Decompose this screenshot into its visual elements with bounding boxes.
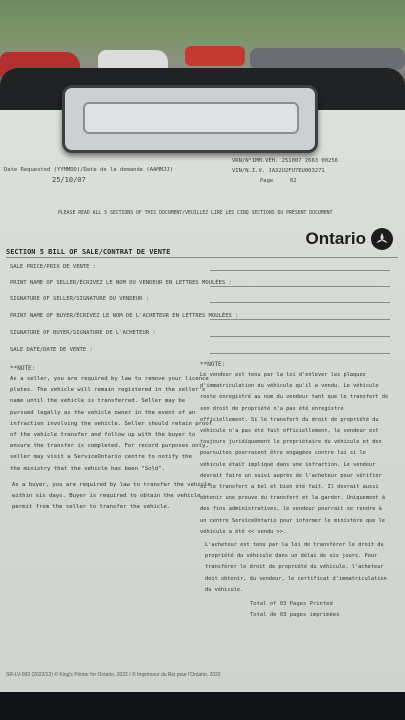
note-fr-heading: **NOTE:: [200, 361, 226, 368]
clipboard-clip: [62, 85, 318, 153]
seller-name-line: [210, 286, 390, 287]
page-number: 02: [290, 178, 297, 184]
sale-date-label: SALE DATE/DATE DE VENTE :: [10, 347, 93, 353]
total-pages-en: Total of 03 Pages Printed: [250, 601, 333, 607]
buyer-signature-line: [210, 336, 390, 337]
clipboard-bottom: [0, 692, 405, 720]
page-label: Page: [260, 178, 274, 184]
buyer-signature-label: SIGNATURE OF BUYER/SIGNATURE DE L'ACHETEUR :: [10, 330, 156, 336]
buyer-name-line: [210, 319, 390, 320]
note-fr-buyer-paragraph: L'acheteur est tenu par la loi de transférer le droit du propriété du véhicule dans un délai de six jours. Pour transférer le droit de propriété du véhicule, l'acheteur doit obtenir, du vendeur, le certificat d'immatriculation du véhicule.: [205, 542, 387, 593]
buyer-name-label: PRINT NAME OF BUYER/ÉCRIVEZ LE NOM DE L'ACHETEUR EN LETTRES MOULÉES :: [10, 313, 239, 319]
vrn-number: VRN/N°IMM.VÉH. 251007 2663 00256: [232, 158, 338, 164]
section-title: SECTION 5 BILL OF SALE/CONTRAT DE VENTE: [6, 248, 171, 256]
sale-date-line: [210, 353, 390, 354]
sale-price-label: SALE PRICE/PRIX DE VENTE :: [10, 264, 97, 270]
read-all-sections-notice: PLEASE READ ALL 5 SECTIONS OF THIS DOCUMENT/VEUILLEZ LIRE LES CINQ SECTIONS DU PRÉSENT DOCUMENT: [58, 211, 333, 216]
total-pages-fr: Total de 03 pages imprimées: [250, 612, 340, 618]
background-car-grey: [250, 48, 405, 70]
copyright-footer: SR-LV-003 (2022/12) © King's Printer for Ontario, 2022 / © Imprimeur du Roi pour l'Ontario, 2022: [6, 672, 221, 678]
vin-number: VIN/N.I.V. JA32U2FU7EU003271: [232, 168, 325, 174]
seller-signature-line: [210, 302, 390, 303]
date-requested-value: 25/10/07: [52, 176, 86, 184]
note-en-seller-paragraph: As a seller, you are required by law to remove your licence plates. The vehicle will remain registered in the seller's name until the vehicle is transferred. Seller may be pursued legally as the vehicle owner in the event of an infraction involving the vehicle. Seller should retain proof of the vehicle transfer and follow up with the buyer to ensure the transfer is completed. For record purposes only, seller may visit a ServiceOntario centre to notify the the ministry that the vehicle has been "Sold".: [10, 376, 213, 472]
background-car-red-far: [185, 46, 245, 66]
sale-price-line: [210, 270, 390, 271]
ontario-logo: Ontario: [306, 228, 393, 250]
note-en-heading: **NOTE:: [10, 365, 36, 372]
note-en-buyer-paragraph: As a buyer, you are required by law to transfer the vehicle within six days. Buyer is required to obtain the vehicle permit from the seller to transfer the vehicle.: [12, 482, 211, 511]
note-fr-seller-paragraph: Le vendeur est tenu par la loi d'enlever les plaques d'immatriculation du véhicule qu'il a vendu. Le véhicule reste enregistré au nom du vendeur tant que le transfert de son droit de propriété n'a pas été enregistré officiellement. Si le transfert du droit de propriété du véhicule n'a pas été fait officiellement, le vendeur est toujours juridiquement le propriétaire du véhicule et des poursuites pourraient être engagées contre lui si le véhicule était impliqué dans une infraction. Le vendeur devrait faire un suivi auprès de l'acheteur pour vérifier si le transfert a bel et bien été fait. Il devrait aussi obtenir une preuve du transfert et la garder. Uniquement à des fins administratives, le vendeur pourrait se rendre à un centre ServiceOntario pour informer le ministère que le véhicule a été << vendu >>.: [200, 372, 389, 535]
date-requested-label: Date Requested (YYMMDD)/Date de la demande (AAMMJJ): [4, 167, 173, 173]
seller-signature-label: SIGNATURE OF SELLER/SIGNATURE DU VENDEUR :: [10, 296, 150, 302]
trillium-icon: [371, 228, 393, 250]
seller-name-label: PRINT NAME OF SELLER/ÉCRIVEZ LE NOM DU VENDEUR EN LETTRES MOULÉES :: [10, 280, 232, 286]
